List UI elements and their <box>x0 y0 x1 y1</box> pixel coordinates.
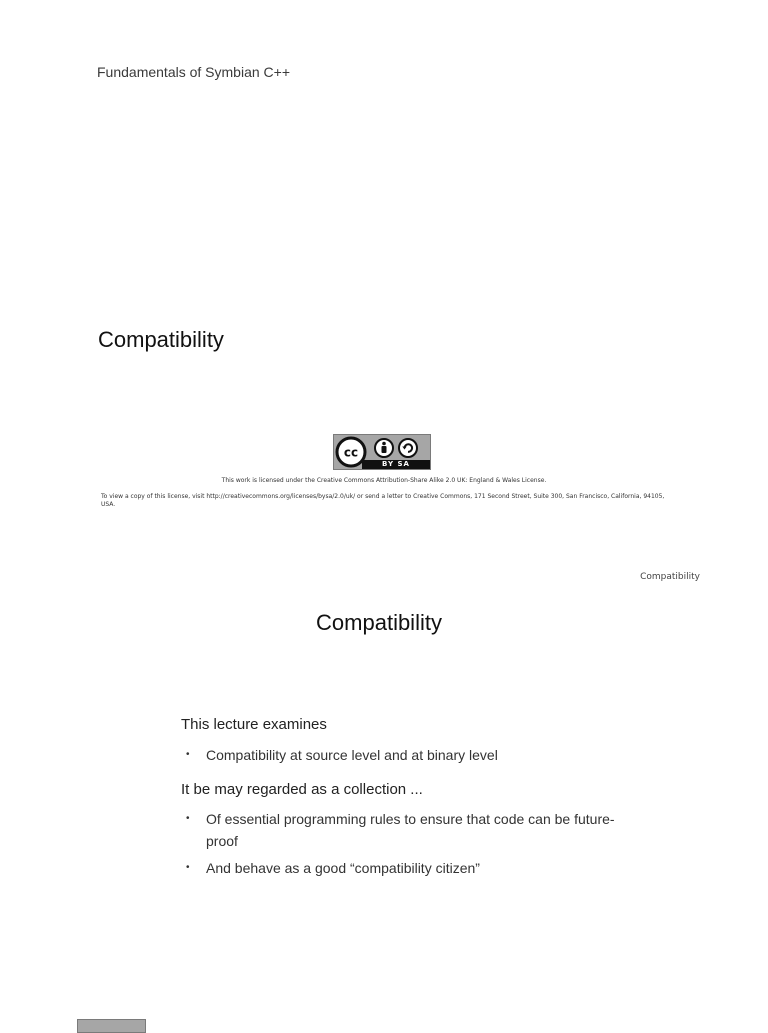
list-item <box>186 857 616 879</box>
attribution-icon <box>375 439 393 457</box>
slide-title-2: Compatibility <box>316 610 442 635</box>
bullet-list-2 <box>186 808 616 879</box>
list-item-text: Compatibility at source level and at binary level <box>206 747 498 763</box>
running-header: Compatibility <box>640 572 700 582</box>
license-badge[interactable] <box>333 434 431 470</box>
svg-text:cc: cc <box>343 445 359 460</box>
section-heading-1: This lecture examines <box>181 716 327 733</box>
share-alike-icon <box>399 439 417 457</box>
bullet-list-1 <box>186 744 616 766</box>
footer-license-badge <box>77 1019 146 1033</box>
list-item-text: And behave as a good “compatibility citizen” <box>206 860 480 876</box>
cc-icon <box>337 438 365 466</box>
bullet-glyph: • <box>186 813 190 824</box>
list-item <box>186 744 616 766</box>
slide-title: Compatibility <box>98 327 224 352</box>
license-copy-notice: To view a copy of this license, visit http://creativecommons.org/licenses/bysa/2.0/uk/ or send a letter to Creative Commons, 171 Second Street, Suite 300, San Francisco, California, 94105, USA. <box>101 493 665 508</box>
list-item <box>186 808 616 852</box>
license-statement: This work is licensed under the Creative Commons Attribution-Share Alike 2.0 UK: England & Wales License. <box>221 477 547 484</box>
section-heading-2: It be may regarded as a collection ... <box>181 781 423 798</box>
license-badge-strip-text: BY SA <box>382 460 410 468</box>
bullet-glyph: • <box>186 749 190 760</box>
list-item-text: Of essential programming rules to ensure that code can be future-proof <box>206 811 615 849</box>
course-title: Fundamentals of Symbian C++ <box>97 64 290 80</box>
bullet-glyph: • <box>186 862 190 873</box>
